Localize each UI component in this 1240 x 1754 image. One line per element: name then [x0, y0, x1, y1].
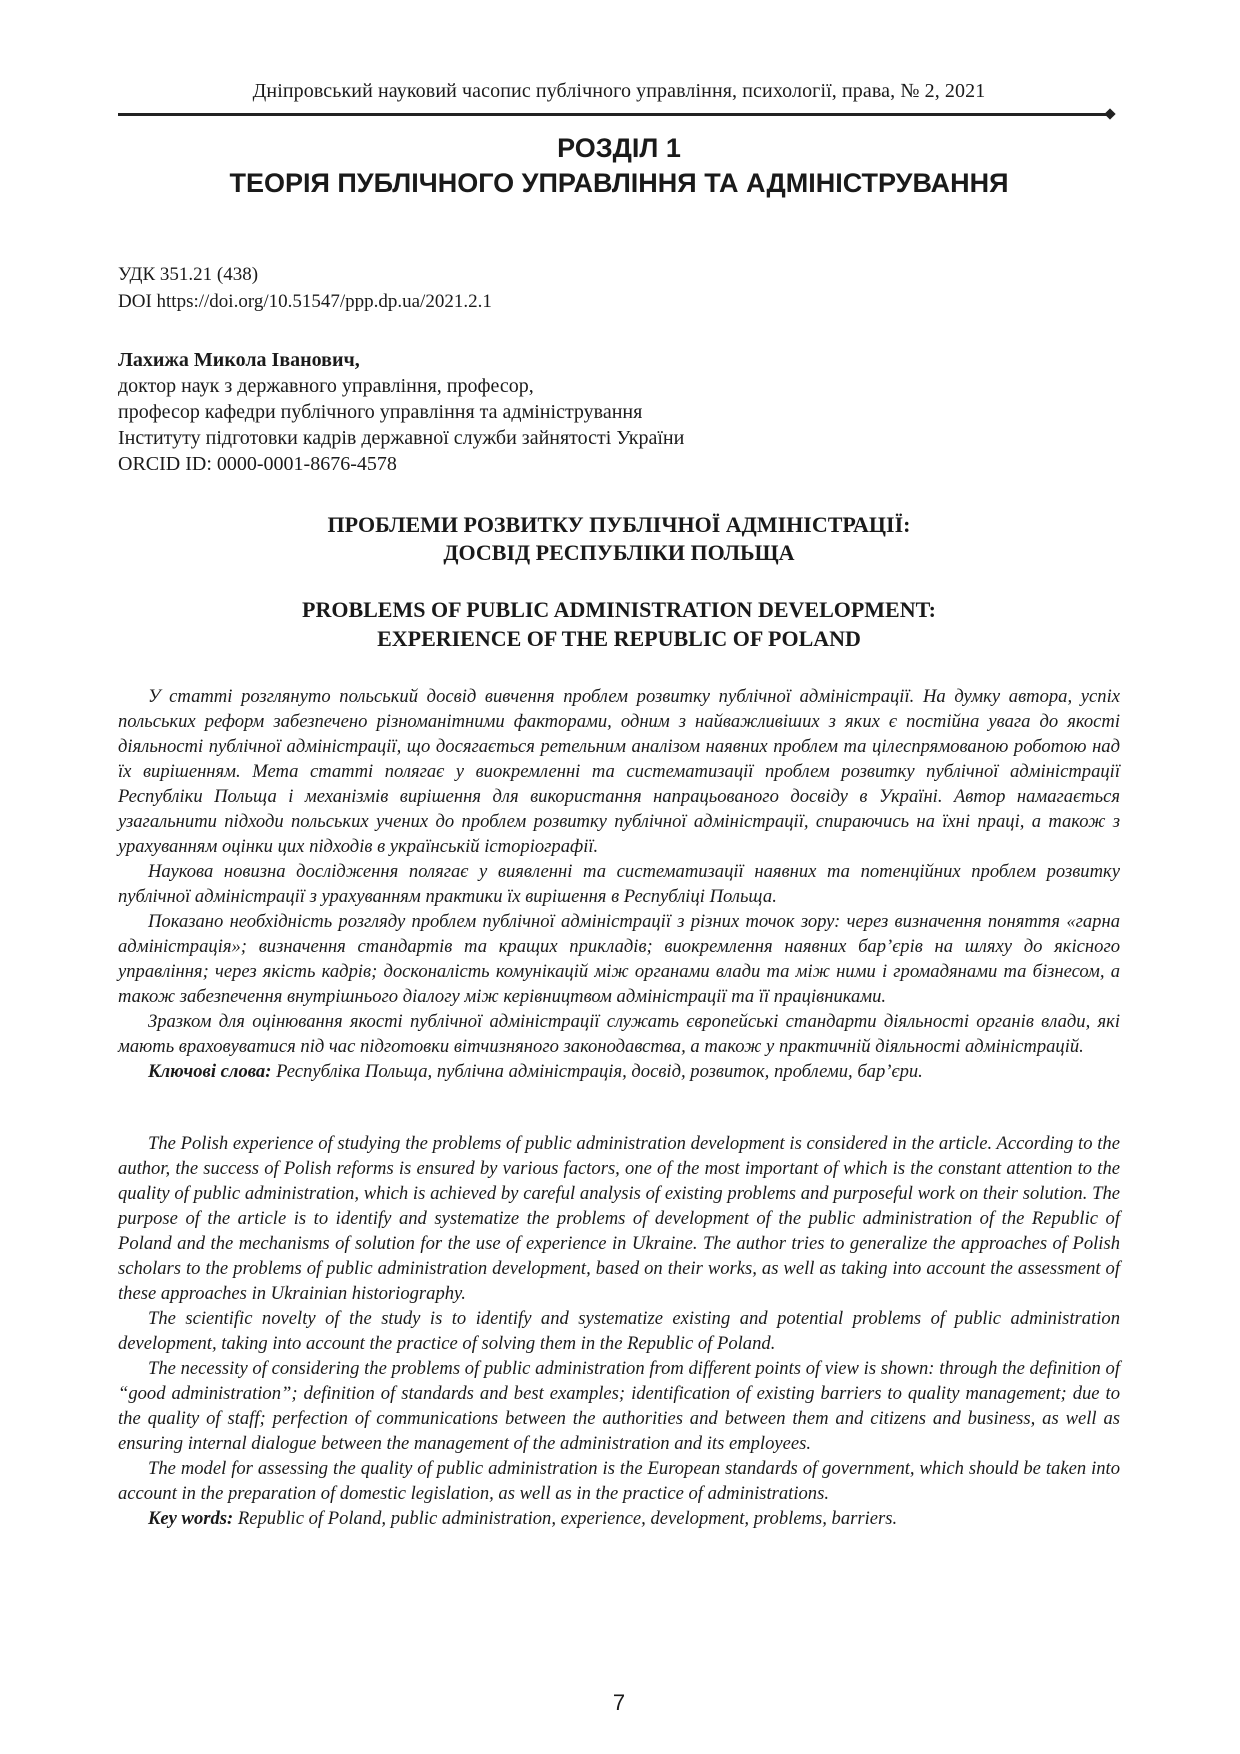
- abstract-en-paragraph: The model for assessing the quality of public administration is the European standards of government, which should be taken into account in the preparation of domestic legislation, as well as in the practice of administrations.: [118, 1458, 1120, 1504]
- udc-code: УДК 351.21 (438): [118, 264, 259, 285]
- page-number: 7: [612, 1690, 626, 1715]
- abstract-en: [118, 1131, 1120, 1531]
- section-title: ТЕОРІЯ ПУБЛІЧНОГО УПРАВЛІННЯ ТА АДМІНІСТРУВАННЯ: [229, 168, 1009, 198]
- author-institution: Інституту підготовки кадрів державної служби зайнятості України: [118, 427, 685, 449]
- abstract-ua-paragraph: Зразком для оцінювання якості публічної адміністрації служать європейські стандарти діяльності органів влади, які мають враховуватися під час підготовки вітчизняного законодавства, а також у практичній діяльності адміністрацій.: [118, 1011, 1120, 1057]
- author-orcid: ORCID ID: 0000-0001-8676-4578: [118, 453, 397, 475]
- header-divider-end: [1104, 108, 1115, 119]
- keywords-en: [118, 1506, 1120, 1531]
- abstract-ua: [118, 684, 1120, 1084]
- abstract-en-paragraph: The necessity of considering the problems of public administration from different points of view is shown: through the definition of “good administration”; definition of standards and best examples; identification of existing barriers to quality management; due to the quality of staff; perfection of communications between the authorities and between them and citizens and business, as well as ensuring internal dialogue between the management of the administration and its employees.: [118, 1358, 1120, 1454]
- keywords-en-label: Key words:: [148, 1508, 234, 1529]
- title-ua-line2: ДОСВІД РЕСПУБЛІКИ ПОЛЬЩА: [443, 540, 795, 565]
- keywords-ua-label: Ключові слова:: [148, 1061, 272, 1082]
- doi: DOI https://doi.org/10.51547/ppp.dp.ua/2021.2.1: [118, 291, 492, 312]
- title-en-line2: EXPERIENCE OF THE REPUBLIC OF POLAND: [377, 626, 861, 651]
- abstract-en-paragraph: The Polish experience of studying the problems of public administration development is considered in the article. According to the author, the success of Polish reforms is ensured by various factors, one of the most important of which is the constant attention to the quality of public administration, which is achieved by careful analysis of existing problems and purposeful work on their solution. The purpose of the article is to identify and systematize the problems of development of the public administration of the Republic of Poland and the mechanisms of solution for the use of experience in Ukraine. The author tries to generalize the approaches of Polish scholars to the problems of public administration development, based on their works, as well as taking into account the assessment of these approaches in Ukrainian historiography.: [118, 1133, 1120, 1304]
- abstract-en-paragraph: The scientific novelty of the study is to identify and systematize existing and potential problems of public administration development, taking into account the practice of solving them in the Republic of Poland.: [118, 1308, 1120, 1354]
- abstract-ua-paragraph: Наукова новизна дослідження полягає у виявленні та систематизації наявних та потенційних проблем розвитку публічної адміністрації з урахуванням практики їх вирішення в Республіці Польща.: [118, 861, 1120, 907]
- keywords-ua-list: Республіка Польща, публічна адміністрація, досвід, розвиток, проблеми, бар’єри.: [271, 1061, 923, 1082]
- title-ua-line1: ПРОБЛЕМИ РОЗВИТКУ ПУБЛІЧНОЇ АДМІНІСТРАЦІЇ:: [327, 512, 911, 537]
- keywords-ua: [118, 1059, 1120, 1084]
- abstract-ua-paragraph: Показано необхідність розгляду проблем публічної адміністрації з різних точок зору: через визначення поняття «гарна адміністрація»; визначення стандартів та кращих прикладів; виокремлення наявних бар’єрів на шляху до якісного управління; через якість кадрів; досконалість комунікацій між органами влади та між ними і громадянами та бізнесом, а також забезпечення внутрішнього діалогу між керівництвом адміністрації та її працівниками.: [118, 911, 1120, 1007]
- journal-header: Дніпровський науковий часопис публічного управління, психології, права, № 2, 2021: [252, 80, 986, 102]
- abstract-ua-paragraph: У статті розглянуто польський досвід вивчення проблем розвитку публічної адміністрації. На думку автора, успіх польських реформ забезпечено різноманітними факторами, одним з найважливіших з яких є постійна увага до якості діяльності публічної адміністрації, що досягається ретельним аналізом наявних проблем та цілеспрямованою роботою над їх вирішенням. Мета статті полягає у виокремленні та систематизації проблем розвитку публічної адміністрації Республіки Польща і механізмів вирішення для використання напрацьованого досвіду в Україні. Автор намагається узагальнити підходи польських учених до проблем розвитку публічної адміністрації, спираючись на їхні праці, а також з урахуванням оцінки цих підходів в українській історіографії.: [118, 686, 1120, 857]
- keywords-en-list: Republic of Poland, public administration, experience, development, problems, barriers.: [233, 1508, 898, 1529]
- title-en-line1: PROBLEMS OF PUBLIC ADMINISTRATION DEVELOPMENT:: [302, 597, 936, 622]
- author-degree: доктор наук з державного управління, професор,: [118, 375, 534, 397]
- author-position: професор кафедри публічного управління та адміністрування: [118, 401, 643, 423]
- header-divider: [118, 113, 1110, 116]
- author-name: Лахижа Микола Іванович,: [118, 349, 360, 371]
- section-number: РОЗДІЛ 1: [557, 133, 681, 163]
